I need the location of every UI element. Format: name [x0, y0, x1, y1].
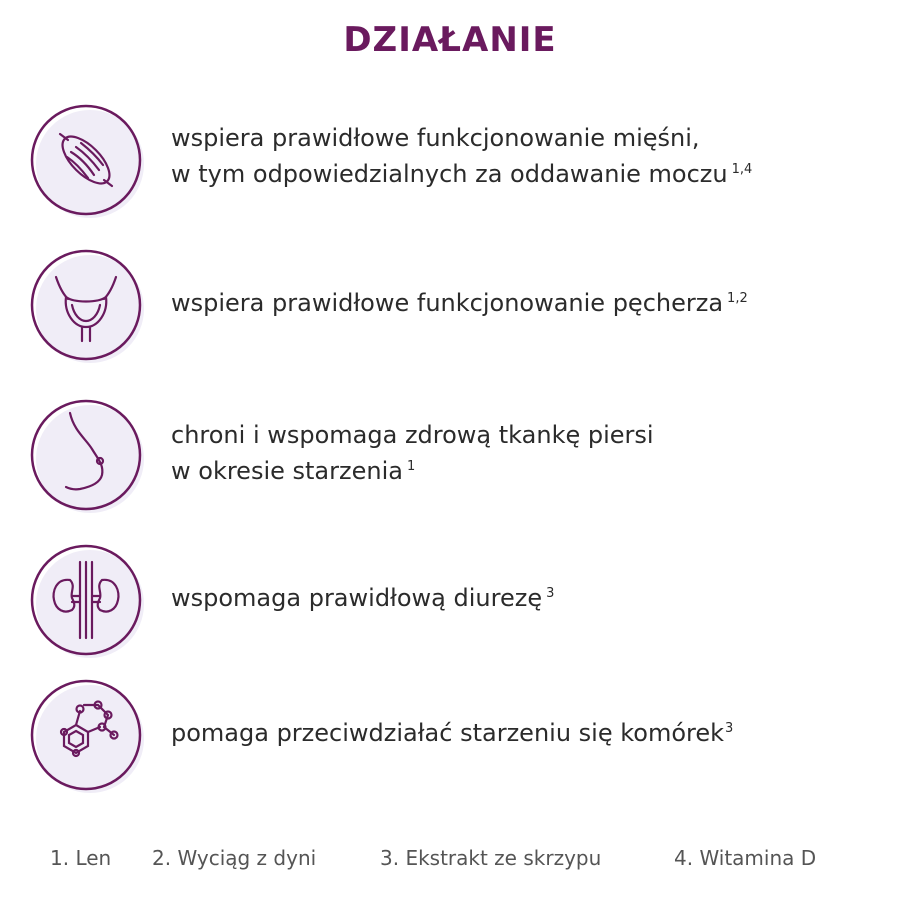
footnote-2: 2. Wyciąg z dyni — [152, 846, 317, 870]
benefit-line: wspiera prawidłowe funkcjonowanie pęcherza — [171, 289, 724, 317]
benefit-line: pomaga przeciwdziałać starzeniu się komórek — [171, 719, 725, 747]
benefit-line: wspomaga prawidłową diurezę — [171, 584, 543, 612]
benefit-row-muscles — [0, 100, 900, 220]
benefit-row-diuresis — [0, 540, 900, 660]
footnote-ref: 3 — [725, 721, 734, 736]
benefit-text — [171, 715, 733, 751]
footnote-ref: 1,4 — [731, 162, 753, 177]
footnote-ref: 1 — [406, 459, 416, 474]
benefit-text — [171, 417, 654, 489]
footnote-4: 4. Witamina D — [674, 846, 817, 870]
kidneys-icon — [26, 540, 146, 660]
benefit-text — [171, 285, 748, 321]
breast-icon — [26, 395, 146, 515]
benefit-text — [171, 580, 554, 616]
footnote-ref: 3 — [546, 586, 555, 601]
benefit-row-bladder — [0, 245, 900, 365]
page-title: DZIAŁANIE — [343, 20, 557, 60]
benefit-text — [171, 120, 752, 192]
muscle-icon — [26, 100, 146, 220]
footnote-ref: 1,2 — [727, 291, 748, 306]
footnote-1: 1. Len — [50, 846, 112, 870]
benefit-row-breast — [0, 395, 900, 515]
benefit-line: w tym odpowiedzialnych za oddawanie moczu — [171, 160, 728, 188]
molecule-icon — [26, 675, 146, 795]
benefit-line: chroni i wspomaga zdrową tkankę piersi — [171, 421, 654, 449]
benefit-line: wspiera prawidłowe funkcjonowanie mięśni, — [171, 124, 700, 152]
footnote-3: 3. Ekstrakt ze skrzypu — [380, 846, 602, 870]
bladder-icon — [26, 245, 146, 365]
benefit-row-cells — [0, 675, 900, 795]
footnotes — [0, 846, 900, 876]
benefit-line: w okresie starzenia — [171, 457, 403, 485]
